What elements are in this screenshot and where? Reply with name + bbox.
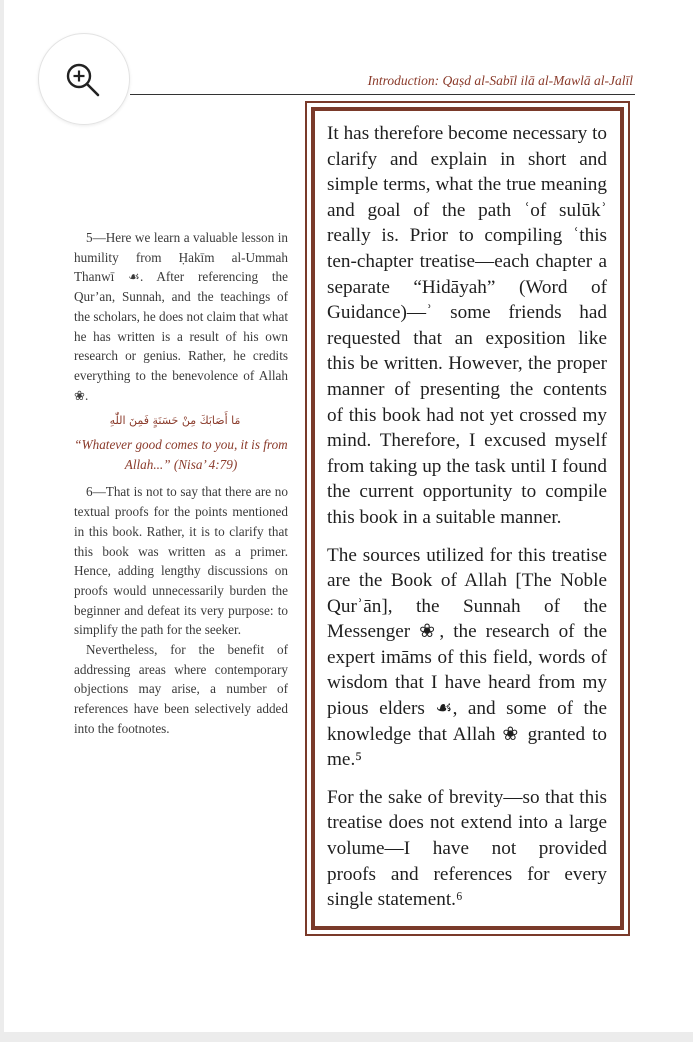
note-5: 5—Here we learn a valuable lesson in humility from Ḥakīm al-Ummah Thanwī ☙. After referencing the Qur’an, Sunnah, and the teachings of the scholars, he does not claim that what he has written is a result of his own research or genius. Rather, he credits everything to the benevolence of Allah ❀. (74, 230, 288, 403)
paragraph-1: It has therefore become necessary to clarify and explain in short and simple terms, what the true meaning and goal of the path ʿof sulūkʾ really is. Prior to compiling ʿthis ten-chapter treatise—each chapter a separate “Hidāyah” (Word of Guidance)—ʾ some friends had requested that an exposition like this be written. However, the proper manner of presenting the contents of this book had not yet crossed my mind. Therefore, I excused myself from taking up the task until I found the current opportunity to compile this book in a suitable manner. (327, 123, 607, 528)
note-6: 6—That is not to say that there are no textual proofs for the points mentioned in this book. Rather, it is to clarify that this book was written as a primer. Hence, adding lengthy discussions on proofs would unnecessarily burden the beginner and defeat its very purpose: to simplify the path for the seeker. (74, 484, 288, 638)
main-text (327, 121, 607, 913)
header-rule (130, 94, 635, 95)
main-text-frame-inner (311, 107, 624, 930)
running-head: Introduction: Qaṣd al-Sabīl ilā al-Mawlā al-Jalīl (367, 73, 633, 88)
page-edge-bottom (0, 1032, 693, 1042)
zoom-in-icon (63, 60, 103, 100)
paragraph-2: The sources utilized for this treatise are the Book of Allah [The Noble Qurʾān], the Sunnah of the Messenger ❀, the research of the expert imāms of this field, words of wisdom that I have heard from my pious elders ☙, and some of the knowledge that Allah ❀ granted to me.⁵ (327, 544, 607, 771)
footnote-sidebar (74, 228, 288, 739)
paragraph-3: For the sake of brevity—so that this treatise does not extend into a large volume—I have not provided proofs and references for every single statement.⁶ (327, 786, 607, 911)
main-text-frame (305, 101, 630, 936)
note-6-continued: Nevertheless, for the benefit of addressing areas where contemporary objections may arise, a number of references have been selectively added into the footnotes. (74, 642, 288, 736)
zoom-in-button[interactable] (38, 33, 130, 125)
arabic-verse: مَا أَصَابَكَ مِنْ حَسَنَةٍ فَمِنَ اللّٰهِ (109, 414, 241, 428)
page-edge-left (0, 0, 4, 1042)
verse-translation: “Whatever good comes to you, it is from Allah...” (Nisa’ 4:79) (74, 437, 288, 472)
